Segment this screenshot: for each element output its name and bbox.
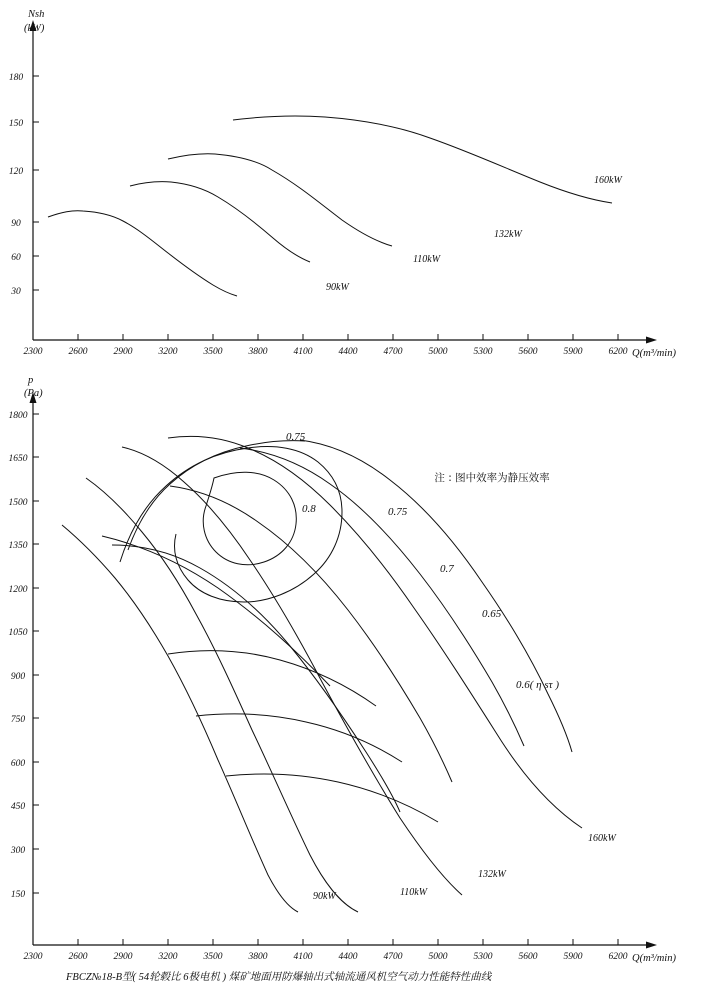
power-curve-90kw — [48, 211, 237, 296]
bottom-y-tick-label: 300 — [10, 846, 26, 856]
bottom-x-axis-arrow — [646, 942, 657, 949]
top-curve-label-132kw: 132kW — [494, 229, 522, 240]
top-x-tick-label: 5000 — [428, 347, 448, 357]
bottom-x-tick-label: 2600 — [68, 952, 88, 962]
top-curve-label-160kw: 160kW — [594, 175, 622, 186]
bottom-curve-label-110kw: 110kW — [400, 887, 428, 898]
bottom-y-ticks — [33, 414, 39, 893]
top-x-tick-label: 2600 — [68, 347, 88, 357]
blade-angle-line-2 — [168, 651, 376, 706]
bottom-x-tick-label: 3800 — [248, 952, 268, 962]
efficiency-label-065: 0.65 — [482, 608, 502, 620]
bottom-y-axis-title-line2: (Pa) — [24, 388, 43, 399]
bottom-x-tick-label: 3200 — [158, 952, 178, 962]
efficiency-contour-07 — [170, 486, 452, 782]
top-x-tick-label: 4400 — [338, 347, 358, 357]
bottom-chart-group — [9, 375, 677, 964]
bottom-x-tick-label: 4400 — [338, 952, 358, 962]
bottom-x-tick-label: 2900 — [113, 952, 133, 962]
top-y-tick-label: 180 — [8, 73, 24, 83]
top-x-tick-label: 4100 — [293, 347, 313, 357]
pressure-curve-90kw — [62, 525, 298, 912]
top-x-tick-label: 5900 — [563, 347, 583, 357]
chart-note: 注 : 图中效率为静压效率 — [434, 472, 550, 484]
top-x-tick-label: 3500 — [203, 347, 223, 357]
efficiency-contour-08-outer — [120, 447, 342, 602]
efficiency-label-075-upper: 0.75 — [286, 431, 306, 443]
bottom-y-tick-label: 450 — [10, 802, 26, 812]
top-y-ticks — [33, 76, 39, 290]
top-x-ticks — [33, 334, 618, 340]
power-curve-132kw — [168, 154, 392, 246]
top-x-tick-label: 5600 — [518, 347, 538, 357]
top-x-tick-label: 6200 — [608, 347, 628, 357]
top-y-tick-label: 30 — [11, 287, 21, 297]
top-y-axis-title-line2: (kW) — [24, 23, 45, 34]
bottom-curve-label-160kw: 160kW — [588, 833, 616, 844]
pressure-curve-132kw — [122, 447, 462, 895]
bottom-x-tick-label: 5900 — [563, 952, 583, 962]
top-x-axis-title: Q(m³/min) — [632, 348, 676, 359]
blade-angle-line-1 — [102, 536, 330, 686]
bottom-y-tick-label: 900 — [10, 672, 26, 682]
efficiency-contour-075-right — [112, 545, 400, 812]
bottom-y-axis-title-line1: p — [28, 375, 34, 386]
bottom-x-tick-label: 3500 — [203, 952, 223, 962]
bottom-x-tick-label: 5600 — [518, 952, 538, 962]
top-x-tick-label: 5300 — [473, 347, 493, 357]
top-x-axis-arrow — [646, 337, 657, 344]
top-x-tick-label: 2300 — [23, 347, 43, 357]
efficiency-contour-065 — [240, 448, 524, 746]
top-y-tick-label: 150 — [8, 119, 24, 129]
figure-caption: FBCZ№18-B型( 54轮毂比 6极电机 ) 煤矿地面用防爆轴出式轴流通风机空气动力性能特性曲线 — [66, 972, 492, 983]
pressure-curve-160kw — [168, 436, 582, 828]
efficiency-contour-08-inner — [203, 472, 296, 565]
top-chart-group — [9, 9, 677, 359]
top-y-tick-label: 90 — [11, 219, 21, 229]
bottom-y-tick-label: 1650 — [8, 454, 28, 464]
top-y-tick-label: 120 — [8, 167, 24, 177]
bottom-x-axis-title: Q(m³/min) — [632, 953, 676, 964]
top-curve-label-110kw: 110kW — [413, 254, 441, 265]
bottom-x-tick-label: 2300 — [23, 952, 43, 962]
power-curve-160kw — [233, 116, 612, 203]
efficiency-label-06: 0.6( η sτ ) — [516, 679, 560, 691]
bottom-x-tick-label: 5300 — [473, 952, 493, 962]
top-curve-label-90kw: 90kW — [326, 282, 349, 293]
top-x-tick-label: 4700 — [383, 347, 403, 357]
bottom-y-tick-label: 1350 — [8, 541, 28, 551]
power-curve-110kw — [130, 182, 310, 262]
bottom-y-tick-label: 150 — [10, 890, 26, 900]
top-x-tick-label: 3800 — [248, 347, 268, 357]
bottom-y-tick-label: 600 — [10, 759, 26, 769]
bottom-curve-label-132kw: 132kW — [478, 869, 506, 880]
efficiency-label-07: 0.7 — [440, 563, 454, 575]
bottom-x-tick-label: 5000 — [428, 952, 448, 962]
blade-angle-line-4 — [226, 774, 438, 822]
bottom-x-ticks — [33, 939, 618, 945]
bottom-y-tick-label: 1800 — [8, 411, 28, 421]
bottom-x-tick-label: 4700 — [383, 952, 403, 962]
bottom-x-tick-label: 4100 — [293, 952, 313, 962]
top-y-axis-title-line1: Nsh — [28, 9, 45, 20]
blade-angle-line-3 — [196, 714, 402, 762]
bottom-y-tick-label: 1200 — [8, 585, 28, 595]
bottom-y-tick-label: 750 — [10, 715, 26, 725]
efficiency-label-08: 0.8 — [302, 503, 316, 515]
top-x-tick-label: 2900 — [113, 347, 133, 357]
top-x-tick-label: 3200 — [158, 347, 178, 357]
efficiency-label-075-right: 0.75 — [388, 506, 408, 518]
bottom-curve-label-90kw: 90kW — [313, 891, 336, 902]
top-y-tick-label: 60 — [11, 253, 21, 263]
bottom-x-tick-label: 6200 — [608, 952, 628, 962]
bottom-y-tick-label: 1500 — [8, 498, 28, 508]
bottom-y-tick-label: 1050 — [8, 628, 28, 638]
